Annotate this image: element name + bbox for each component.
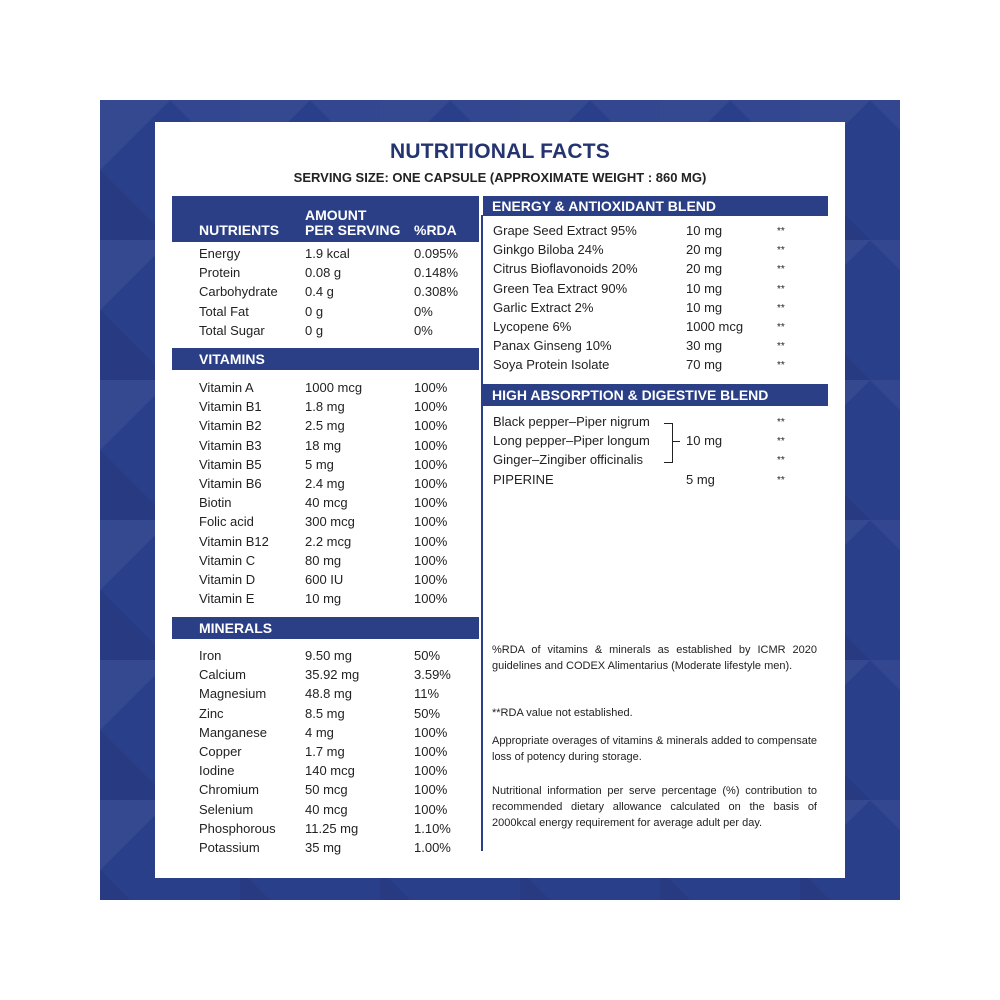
nutrient-rda: 100%: [414, 418, 448, 434]
nutrient-name: Carbohydrate: [199, 284, 278, 300]
minerals-header-bar: [172, 617, 479, 639]
amount-col-header-line2: PER SERVING: [305, 222, 401, 238]
nutrient-amount: 40 mcg: [305, 801, 348, 817]
nutrient-amount: 1.8 mg: [305, 399, 345, 415]
nutrient-amount: 1.7 mg: [305, 744, 345, 759]
ingredient-name: Green Tea Extract 90%: [493, 280, 628, 296]
nutrient-rda: 50%: [414, 648, 441, 663]
ingredient-name: Ginger–Zingiber officinalis: [493, 452, 644, 468]
nutrient-amount: 11.25 mg: [305, 820, 359, 836]
nutrient-rda: 0.148%: [414, 265, 459, 281]
nutrient-name: Vitamin E: [199, 591, 255, 607]
vitamins-header-bar: [172, 348, 479, 370]
group-brace: [664, 423, 673, 463]
ingredient-name: Garlic Extract 2%: [493, 299, 594, 315]
ingredient-name: Citrus Bioflavonoids 20%: [493, 261, 638, 277]
ingredient-amount: 10 mg: [686, 223, 723, 238]
nutrient-name: Vitamin B1: [199, 399, 262, 415]
nutrient-name: Iodine: [199, 763, 235, 779]
rda-col-header: %RDA: [414, 222, 457, 238]
ingredient-name: Panax Ginseng 10%: [493, 338, 612, 354]
ingredient-rda: **: [777, 264, 785, 276]
nutrient-name: Total Fat: [199, 303, 249, 319]
nutrient-name: Copper: [199, 744, 242, 759]
nutrient-amount: 48.8 mg: [305, 686, 352, 702]
ingredient-rda: **: [777, 226, 785, 237]
nutrient-amount: 8.5 mg: [305, 705, 345, 721]
nutrient-name: Energy: [199, 246, 241, 261]
ingredient-amount: 10 mg: [686, 280, 723, 296]
nutrient-rda: 100%: [414, 782, 448, 798]
energy-blend-header: ENERGY & ANTIOXIDANT BLEND: [492, 198, 717, 214]
nutrient-name: Phosphorous: [199, 820, 276, 836]
nutrient-name: Biotin: [199, 495, 232, 511]
nutrient-name: Vitamin B6: [199, 476, 262, 491]
nutrient-amount: 2.2 mcg: [305, 533, 352, 549]
digestive-blend-header-bar: [483, 384, 828, 406]
nutrient-rda: 0.308%: [414, 284, 459, 300]
amount-col-header-line1: AMOUNT: [305, 207, 367, 223]
nutrient-rda: 100%: [414, 591, 448, 607]
nutrient-rda: 100%: [414, 456, 448, 472]
vitamins-header: VITAMINS: [199, 351, 265, 367]
ingredient-rda: **: [777, 417, 785, 428]
piperine-name: PIPERINE: [493, 472, 554, 487]
nutrient-rda: 0.095%: [414, 246, 459, 261]
nutrient-name: Vitamin B2: [199, 418, 262, 434]
nutrient-amount: 80 mg: [305, 552, 342, 568]
ingredient-rda: **: [777, 302, 785, 314]
nutrient-amount: 50 mcg: [305, 782, 348, 798]
nutrient-name: Vitamin B3: [199, 437, 262, 453]
minerals-header: MINERALS: [199, 620, 273, 636]
ingredient-name: Grape Seed Extract 95%: [493, 223, 637, 238]
nutrient-amount: 600 IU: [305, 572, 344, 587]
nutrient-amount: 4 mg: [305, 724, 334, 740]
ingredient-name: Soya Protein Isolate: [493, 357, 610, 373]
nutrient-name: Selenium: [199, 801, 254, 817]
nutrient-name: Vitamin B5: [199, 456, 262, 472]
nutrient-amount: 0.08 g: [305, 265, 342, 281]
ingredient-name: Ginkgo Biloba 24%: [493, 242, 604, 258]
note-not-established: **RDA value not established.: [492, 707, 633, 719]
nutrient-name: Zinc: [199, 705, 224, 721]
nutrient-amount: 300 mcg: [305, 514, 355, 530]
nutrient-rda: 100%: [414, 476, 448, 491]
nutrient-name: Folic acid: [199, 514, 254, 530]
nutrient-rda: 1.10%: [414, 820, 451, 836]
nutrient-name: Vitamin D: [199, 572, 256, 587]
ingredient-name: Long pepper–Piper longum: [493, 433, 650, 449]
nutrient-name: Potassium: [199, 840, 260, 855]
nutrient-rda: 100%: [414, 763, 448, 779]
ingredient-rda: **: [777, 360, 785, 372]
ingredient-amount: 20 mg: [686, 261, 723, 277]
group-brace-tick: [672, 441, 680, 442]
nutrient-rda: 100%: [414, 533, 448, 549]
nutrient-name: Protein: [199, 265, 241, 281]
ingredient-rda: **: [777, 341, 785, 353]
note-rda-source: %RDA of vitamins & minerals as established by ICMR 2020 guidelines and CODEX Alimentarius (Moderate lifestyle men).: [492, 644, 817, 672]
serving-size: SERVING SIZE: ONE CAPSULE (APPROXIMATE WEIGHT : 860 MG): [293, 170, 707, 185]
nutrient-name: Vitamin A: [199, 380, 254, 395]
energy-blend-header-bar: [483, 196, 828, 216]
ingredient-rda: **: [777, 455, 785, 467]
ingredient-name: Lycopene 6%: [493, 319, 572, 334]
nutrient-rda: 1.00%: [414, 840, 451, 855]
nutrient-rda: 0%: [414, 322, 433, 338]
column-divider: [481, 215, 483, 851]
nutrient-amount: 40 mcg: [305, 495, 348, 511]
piperine-rda: **: [777, 475, 785, 486]
nutrient-name: Vitamin B12: [199, 533, 269, 549]
nutrients-header-bar: [172, 196, 479, 242]
nutrients-col-header: NUTRIENTS: [199, 222, 280, 238]
ingredient-amount: 20 mg: [686, 242, 723, 258]
digestive-blend-header: HIGH ABSORPTION & DIGESTIVE BLEND: [492, 387, 769, 403]
nutrient-name: Vitamin C: [199, 552, 256, 568]
note-info: Nutritional information per serve percentage (%) contribution to recommended dietary allowance calculated on the basis of 2000kcal energy requirement for average adult per day.: [492, 785, 817, 829]
ingredient-amount: 10 mg: [686, 299, 723, 315]
ingredient-name: Black pepper–Piper nigrum: [493, 414, 650, 429]
nutrient-name: Iron: [199, 648, 222, 663]
digestive-group-amount: 10 mg: [686, 433, 723, 448]
nutrient-amount: 2.5 mg: [305, 418, 345, 434]
nutrient-amount: 1000 mcg: [305, 380, 363, 395]
nutrient-rda: 100%: [414, 399, 448, 415]
nutrient-rda: 100%: [414, 572, 448, 587]
nutrient-rda: 100%: [414, 437, 448, 453]
nutrient-amount: 140 mcg: [305, 763, 355, 779]
nutrient-amount: 5 mg: [305, 456, 334, 472]
nutrient-name: Chromium: [199, 782, 259, 798]
nutrient-name: Magnesium: [199, 686, 267, 702]
nutrient-rda: 0%: [414, 303, 433, 319]
ingredient-amount: 1000 mcg: [686, 319, 744, 334]
nutrient-amount: 35.92 mg: [305, 667, 360, 683]
ingredient-amount: 30 mg: [686, 338, 723, 354]
nutrient-name: Manganese: [199, 724, 267, 740]
nutrient-amount: 2.4 mg: [305, 476, 345, 491]
ingredient-rda: **: [777, 245, 785, 257]
nutrient-amount: 0 g: [305, 322, 324, 338]
ingredient-rda: **: [777, 436, 785, 448]
nutrient-rda: 3.59%: [414, 667, 451, 683]
nutrient-rda: 100%: [414, 495, 448, 511]
nutrient-rda: 100%: [414, 380, 448, 395]
nutrient-rda: 11%: [414, 686, 440, 702]
nutrient-amount: 10 mg: [305, 591, 342, 607]
nutrient-rda: 100%: [414, 744, 448, 759]
nutrient-rda: 100%: [414, 552, 448, 568]
nutrient-amount: 18 mg: [305, 437, 342, 453]
nutrient-amount: 35 mg: [305, 840, 342, 855]
page-title: NUTRITIONAL FACTS: [389, 140, 610, 163]
note-overages: Appropriate overages of vitamins & minerals added to compensate loss of potency during storage.: [492, 735, 817, 763]
nutrient-amount: 1.9 kcal: [305, 246, 350, 261]
nutrient-amount: 0.4 g: [305, 284, 334, 300]
nutrient-rda: 100%: [414, 801, 448, 817]
ingredient-rda: **: [777, 283, 785, 295]
nutrient-amount: 0 g: [305, 303, 324, 319]
ingredient-amount: 70 mg: [686, 357, 723, 373]
nutrient-rda: 100%: [414, 724, 448, 740]
ingredient-rda: **: [777, 322, 785, 333]
nutrient-rda: 100%: [414, 514, 448, 530]
nutrient-amount: 9.50 mg: [305, 648, 352, 663]
nutrient-name: Calcium: [199, 667, 246, 683]
nutrient-name: Total Sugar: [199, 322, 265, 338]
piperine-amount: 5 mg: [686, 472, 715, 487]
nutrient-rda: 50%: [414, 705, 441, 721]
